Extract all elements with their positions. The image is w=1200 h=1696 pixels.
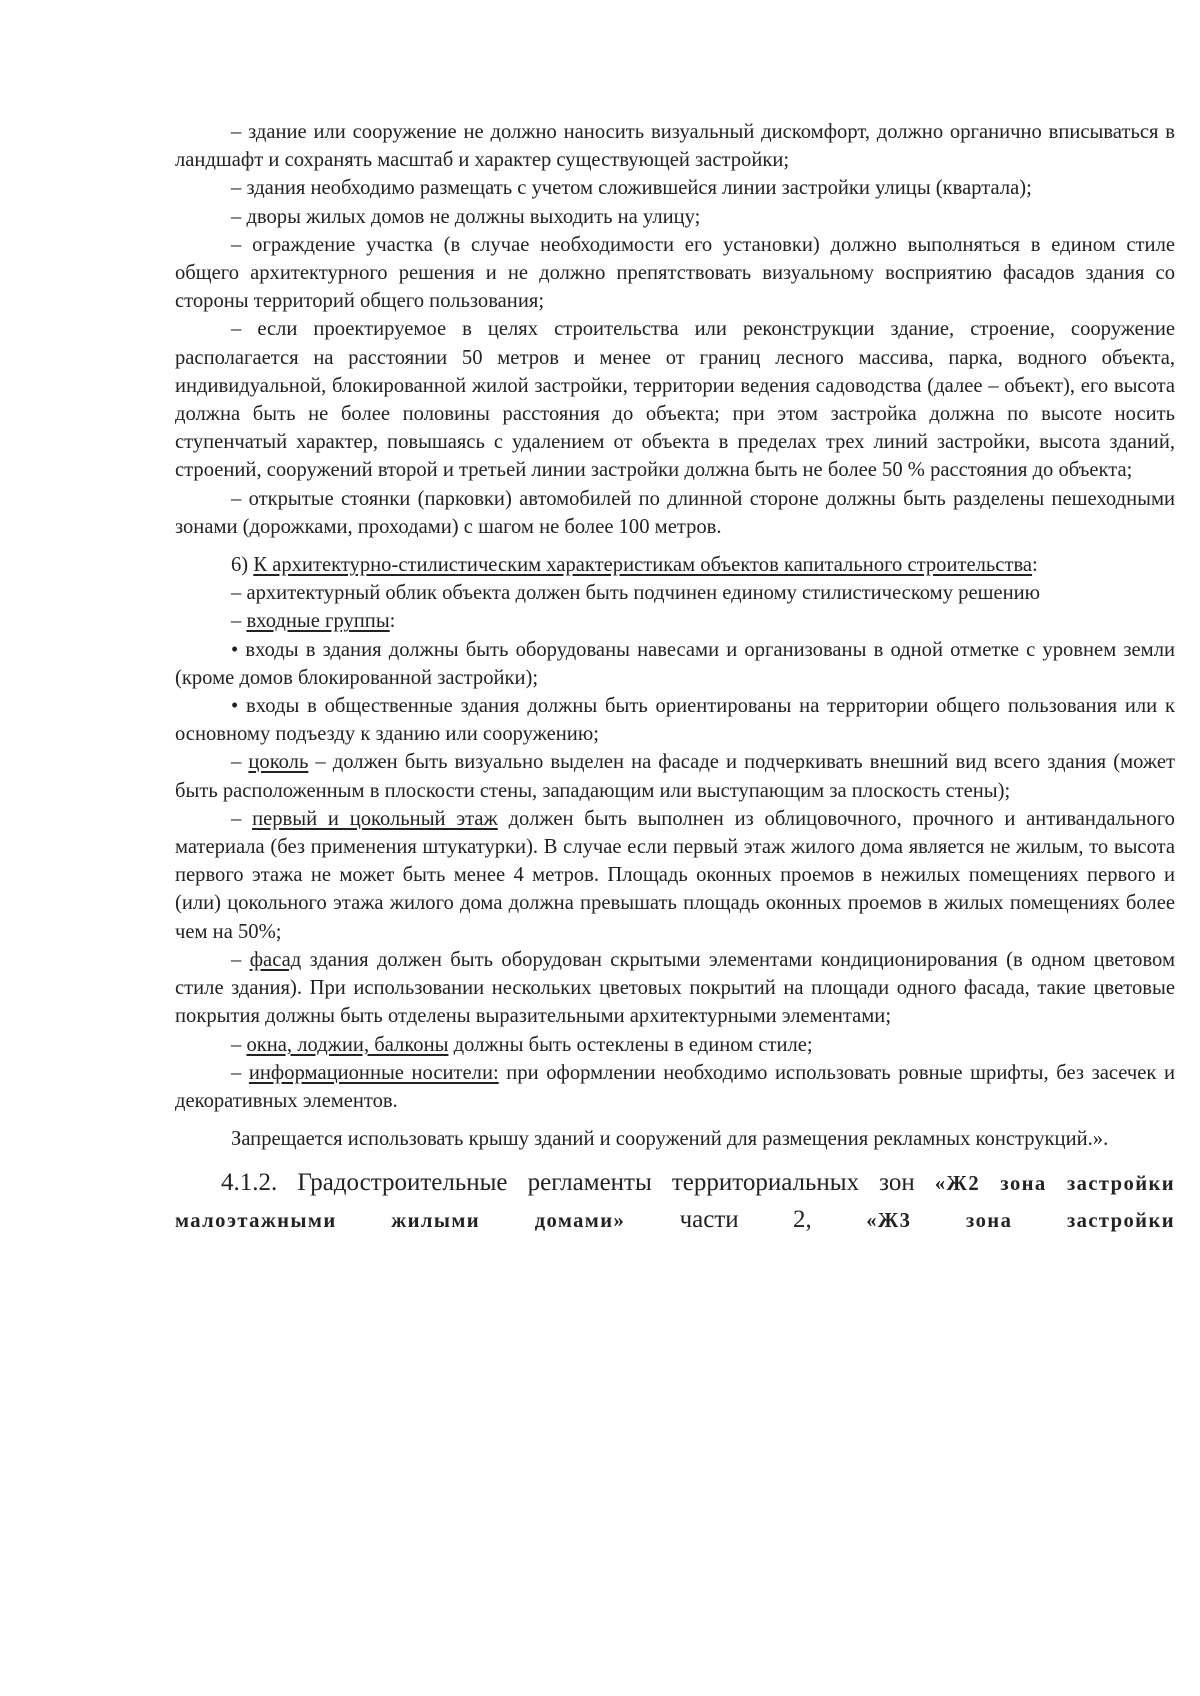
paragraph-height-limit: – если проектируемое в целях строительства или реконструкции здание, строение, сооружение располагается на расстоянии 50 метров и менее от границ лесного массива, парка, водного объекта, индивидуальной, блокированной жилой застройки, территории ведения садоводства (далее – объект), его высота должна быть не более половины расстояния до объекта; при этом застройка должна по высоте носить ступенчатый характер, повышаясь с удалением от объекта в пределах трех линий застройки, высота зданий, строений, сооружений второй и третьей линии застройки должна быть не более 50 % расстояния до объекта; — [175, 318, 1175, 482]
paragraph-entrance-groups — [175, 607, 1175, 635]
paragraph-building-line: – здания необходимо размещать с учетом сложившейся линии застройки улицы (квартала); — [231, 177, 1032, 200]
paragraph-facade-text: здания должен быть оборудован скрытыми элементами кондиционирования (в одном цветовом стиле здания). При использовании нескольких цветовых покрытий на площади одного фасада, такие цветовые покрытия должны быть отделены выразительными архитектурными элементами; — [175, 948, 1175, 1028]
paragraph-information-carriers-text: при оформлении необходимо использовать ровные шрифты, без засечек и декоративных элементов. — [175, 1061, 1175, 1112]
colon: : — [389, 610, 396, 633]
term-entrance-groups: входные группы — [246, 610, 390, 633]
section-6-heading — [175, 551, 1175, 579]
document-page — [175, 118, 1175, 1264]
dash: – — [231, 610, 247, 633]
paragraph-fencing: – ограждение участка (в случае необходимости его установки) должно выполняться в едином стиле общего архитектурного решения и не должно препятствовать визуальному восприятию фасадов здания со стороны территорий общего пользования; — [175, 233, 1175, 313]
section-6-number: 6) — [231, 554, 254, 577]
paragraph-windows-text: должны быть остеклены в едином стиле; — [448, 1033, 813, 1056]
dash: – — [231, 1061, 249, 1084]
paragraph-ground-floor — [175, 805, 1175, 946]
term-information-carriers: информационные носители: — [248, 1061, 499, 1084]
zone-zh3-name: «Ж3 зона застройки — [866, 1210, 1175, 1233]
paragraph-architectural-look: – архитектурный облик объекта должен быть подчинен единому стилистическому решению — [231, 582, 1041, 605]
heading-text: Градостроительные регламенты территориальных зон — [297, 1169, 935, 1197]
term-windows: окна, лоджии, балконы — [246, 1033, 449, 1056]
paragraph-roof-advertising: Запрещается использовать крышу зданий и сооружений для размещения рекламных конструкций.». — [231, 1128, 1109, 1151]
paragraph-plinth — [175, 748, 1175, 804]
term-plinth: цоколь — [248, 751, 309, 774]
heading-part-text: части 2, — [625, 1206, 867, 1234]
paragraph-ground-floor-text: должен быть выполнен из облицовочного, прочного и антивандального материала (без применения штукатурки). В случае если первый этаж жилого дома является не жилым, то высота первого этажа не может быть менее 4 метров. Площадь оконных проемов в нежилых помещениях первого и (или) цокольного этажа жилого дома должна превышать площадь оконных проемов в жилых помещениях более чем на 50%; — [175, 807, 1175, 943]
paragraph-courtyards: – дворы жилых домов не должны выходить на улицу; — [231, 205, 701, 228]
dash: – — [231, 751, 249, 774]
dash: – — [231, 948, 250, 971]
section-4-1-2-heading — [175, 1165, 1175, 1239]
section-6-title: К архитектурно-стилистическим характеристикам объектов капитального строительства — [253, 554, 1033, 577]
paragraph-facade — [175, 946, 1175, 1031]
term-facade: фасад — [249, 948, 302, 971]
dash: – — [231, 1033, 247, 1056]
bullet-public-entrances: • входы в общественные здания должны быть ориентированы на территории общего пользования или к основному подъезду к зданию или сооружению; — [175, 695, 1175, 746]
zone-zh2-name: «Ж2 зона застройки малоэтажными жилыми домами» — [175, 1173, 1176, 1233]
bullet-canopies: • входы в здания должны быть оборудованы навесами и организованы в одной отметке с уровнем земли (кроме домов блокированной застройки); — [175, 638, 1175, 689]
paragraph-parking: – открытые стоянки (парковки) автомобилей по длинной стороне должны быть разделены пешеходными зонами (дорожками, проходами) с шагом не более 100 метров. — [175, 487, 1175, 538]
term-ground-floor: первый и цокольный этаж — [252, 807, 498, 830]
section-6-colon: : — [1032, 554, 1038, 577]
paragraph-windows — [175, 1031, 1175, 1059]
dash: – — [231, 807, 253, 830]
section-number: 4.1.2. — [221, 1169, 298, 1197]
paragraph-plinth-text: – должен быть визуально выделен на фасаде и подчеркивать внешний вид всего здания (может быть расположенным в плоскости стены, западающим или выступающим за плоскость стены); — [175, 751, 1175, 802]
paragraph-visual-discomfort: – здание или сооружение не должно наносить визуальный дискомфорт, должно органично вписываться в ландшафт и сохранять масштаб и характер существующей застройки; — [175, 121, 1175, 172]
paragraph-information-carriers — [175, 1059, 1175, 1115]
